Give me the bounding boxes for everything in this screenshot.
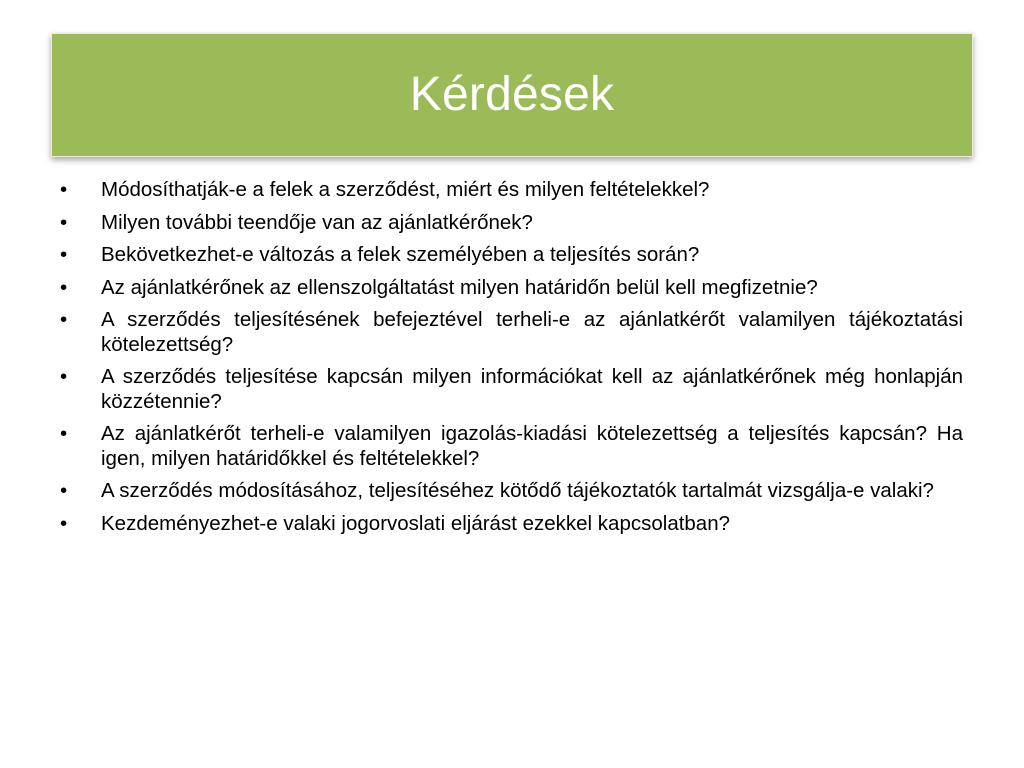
list-item-text: A szerződés teljesítésének befejeztével terheli-e az ajánlatkérőt valamilyen tájékoztatási kötelezettség? <box>101 308 963 356</box>
list-item <box>60 211 963 236</box>
list-item-text: Bekövetkezhet-e változás a felek személyében a teljesítés során? <box>101 243 700 266</box>
list-item-text: Az ajánlatkérőt terheli-e valamilyen igazolás-kiadási kötelezettség a teljesítés kapcsán? Ha igen, milyen határidőkkel és feltételekkel? <box>101 422 963 470</box>
title-bar <box>51 33 973 157</box>
list-item <box>60 308 963 357</box>
list-item-text: Az ajánlatkérőnek az ellenszolgáltatást milyen határidőn belül kell megfizetnie? <box>101 275 818 299</box>
bullet-icon: • <box>60 365 68 388</box>
list-item-text: Kezdeményezhet-e valaki jogorvoslati eljárást ezekkel kapcsolatban? <box>101 511 731 535</box>
bullet-icon: • <box>60 243 68 266</box>
list-item <box>60 512 963 537</box>
list-item-text: Milyen további teendője van az ajánlatkérőnek? <box>101 210 533 234</box>
bullet-icon: • <box>60 422 68 445</box>
bullet-icon: • <box>60 275 68 299</box>
slide-title: Kérdések <box>409 67 615 121</box>
list-item-text: Módosíthatják-e a felek a szerződést, miért és milyen feltételekkel? <box>101 178 710 201</box>
list-item-text: A szerződés módosításához, teljesítéséhez kötődő tájékoztatók tartalmát vizsgálja-e valaki? <box>101 479 934 502</box>
list-item <box>60 243 963 268</box>
bullet-icon: • <box>60 210 68 234</box>
list-item <box>60 479 963 504</box>
bullet-icon: • <box>60 511 68 535</box>
bullet-list <box>60 178 963 544</box>
list-item <box>60 276 963 301</box>
list-item-text: A szerződés teljesítése kapcsán milyen információkat kell az ajánlatkérőnek még honlapján közzétennie? <box>101 365 963 413</box>
list-item <box>60 422 963 471</box>
bullet-icon: • <box>60 479 68 502</box>
bullet-icon: • <box>60 178 68 201</box>
bullet-icon: • <box>60 308 68 331</box>
list-item <box>60 365 963 414</box>
list-item <box>60 178 963 203</box>
